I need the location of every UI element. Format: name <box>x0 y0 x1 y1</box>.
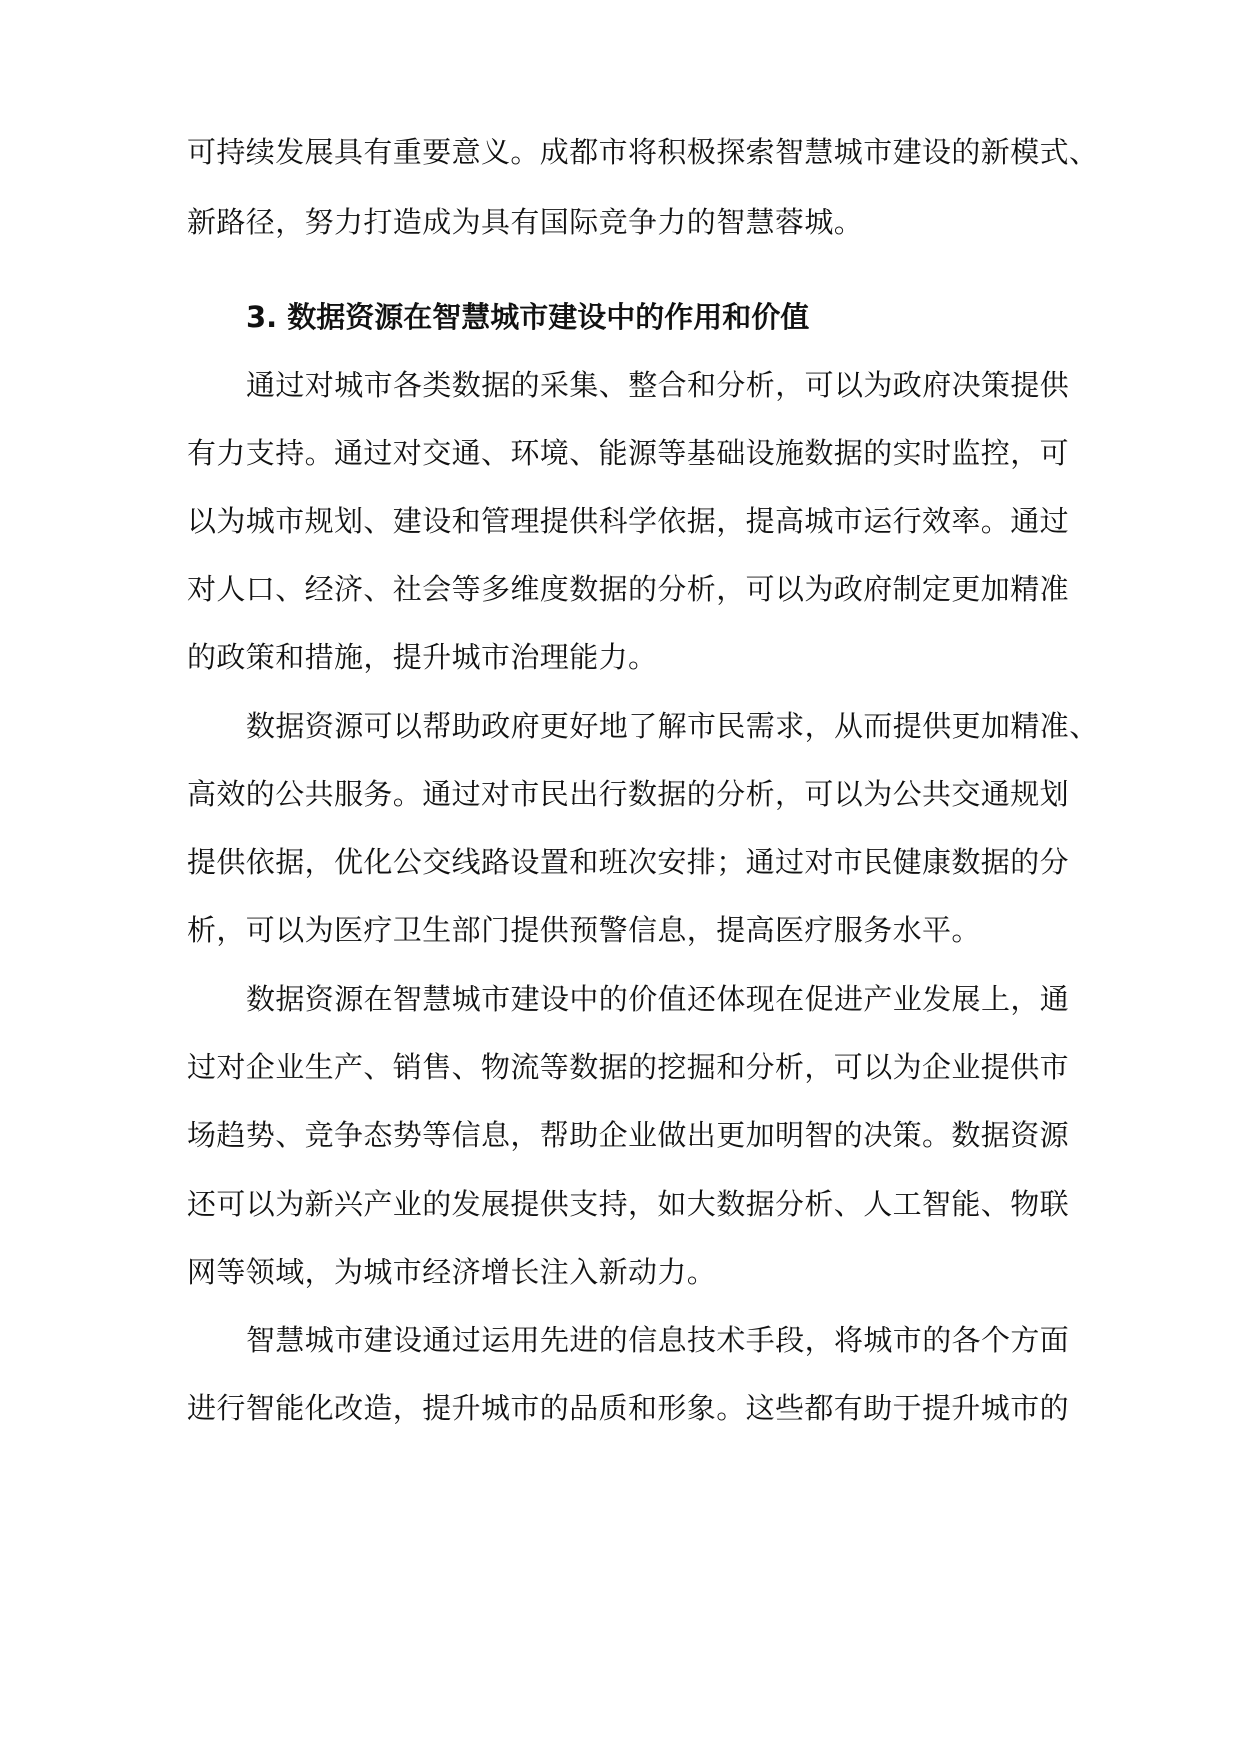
paragraph2-line-2: 高效的公共服务。通过对市民出行数据的分析，可以为公共交通规划 <box>187 777 1070 811</box>
intro-line-1: 可持续发展具有重要意义。成都市将积极探索智慧城市建设的新模式、 <box>187 135 1099 169</box>
paragraph2-line-1: 数据资源可以帮助政府更好地了解市民需求，从而提供更加精准、 <box>246 709 1099 743</box>
paragraph1-line-3: 以为城市规划、建设和管理提供科学依据，提高城市运行效率。通过 <box>187 504 1070 538</box>
paragraph1-line-1: 通过对城市各类数据的采集、整合和分析，可以为政府决策提供 <box>246 368 1070 402</box>
paragraph3-line-4: 还可以为新兴产业的发展提供支持，如大数据分析、人工智能、物联 <box>187 1187 1070 1221</box>
paragraph2-line-3: 提供依据，优化公交线路设置和班次安排；通过对市民健康数据的分 <box>187 845 1070 879</box>
paragraph2-line-4: 析，可以为医疗卫生部门提供预警信息，提高医疗服务水平。 <box>187 913 981 947</box>
paragraph1-line-4: 对人口、经济、社会等多维度数据的分析，可以为政府制定更加精准 <box>187 572 1070 606</box>
paragraph3-line-1: 数据资源在智慧城市建设中的价值还体现在促进产业发展上，通 <box>246 982 1070 1016</box>
paragraph3-line-5: 网等领域，为城市经济增长注入新动力。 <box>187 1255 717 1289</box>
paragraph1-line-2: 有力支持。通过对交通、环境、能源等基础设施数据的实时监控，可 <box>187 436 1070 470</box>
section-heading: 3. 数据资源在智慧城市建设中的作用和价值 <box>246 300 810 334</box>
paragraph4-line-2: 进行智能化改造，提升城市的品质和形象。这些都有助于提升城市的 <box>187 1391 1070 1425</box>
paragraph1-line-5: 的政策和措施，提升城市治理能力。 <box>187 640 658 674</box>
paragraph3-line-2: 过对企业生产、销售、物流等数据的挖掘和分析，可以为企业提供市 <box>187 1050 1070 1084</box>
paragraph4-line-1: 智慧城市建设通过运用先进的信息技术手段，将城市的各个方面 <box>246 1323 1070 1357</box>
intro-line-2: 新路径，努力打造成为具有国际竞争力的智慧蓉城。 <box>187 205 864 239</box>
paragraph3-line-3: 场趋势、竞争态势等信息，帮助企业做出更加明智的决策。数据资源 <box>187 1118 1070 1152</box>
